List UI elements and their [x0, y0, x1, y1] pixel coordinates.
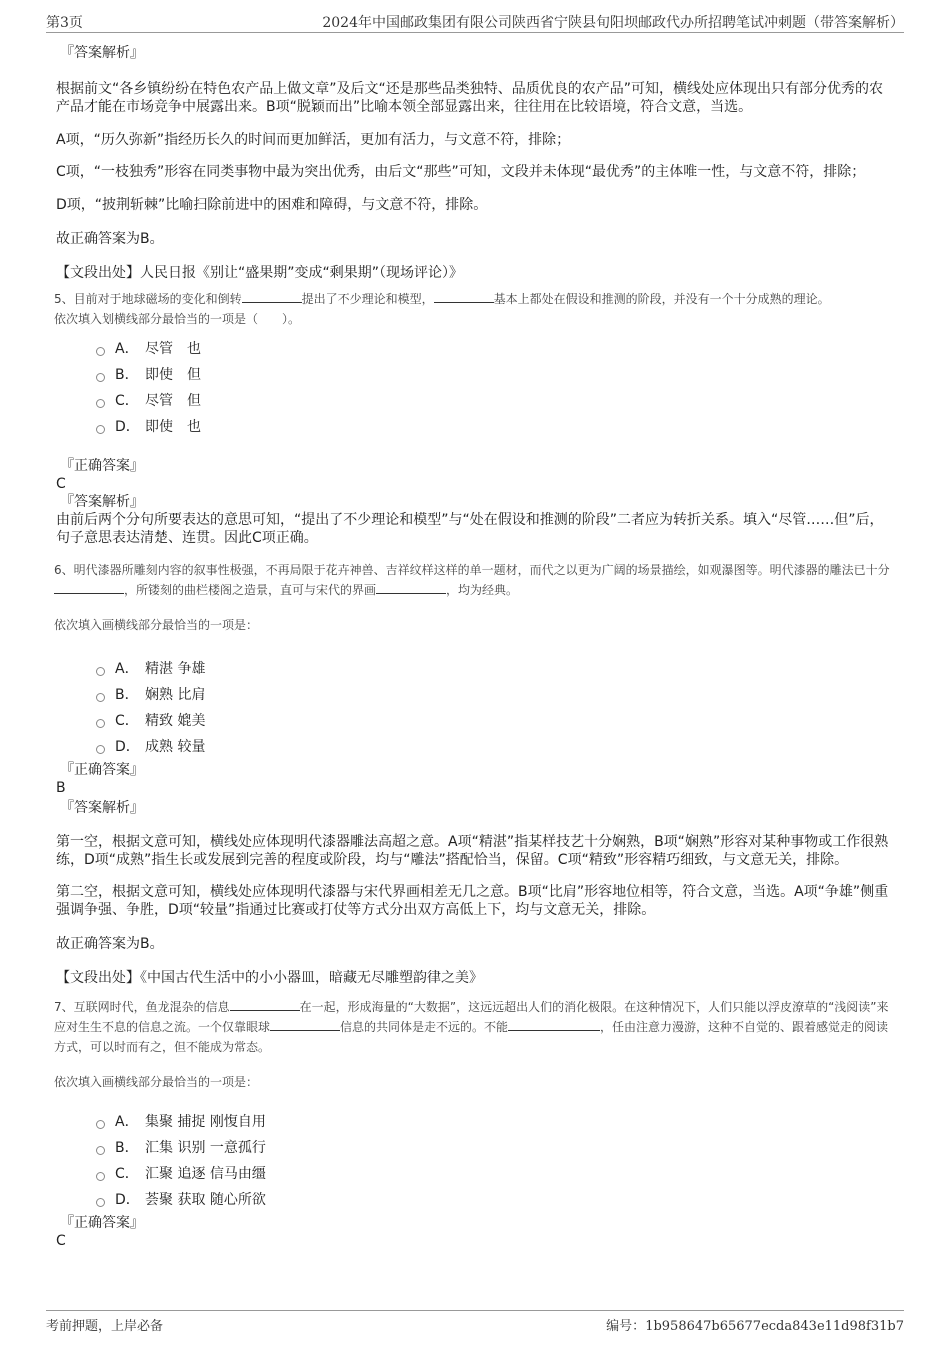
radio-icon[interactable] [96, 693, 105, 702]
q6-conclusion: 故正确答案为B。 [56, 936, 164, 952]
option-letter: D． [115, 739, 140, 755]
option-text: 即使 也 [145, 419, 201, 435]
q5-answer: C [56, 476, 66, 492]
q6-prompt: 依次填入画横线部分最恰当的一项是： [54, 618, 259, 632]
q7-blank-3 [508, 1018, 600, 1031]
radio-icon[interactable] [96, 667, 105, 676]
q5-correct-label: 『正确答案』 [60, 458, 144, 474]
q6-stem-part1: 6、明代漆器所雕刻内容的叙事性极强，不再局限于花卉神兽、吉祥纹样这样的单一题材，而代之以更为广阔的场景描绘，如观瀑图等。明代漆器的雕法已十分 [54, 563, 890, 577]
q6-option-b[interactable] [96, 681, 896, 707]
q5-prompt: 依次填入划横线部分最恰当的一项是（ ）。 [54, 312, 301, 326]
q7-option-a[interactable] [96, 1108, 896, 1134]
radio-icon[interactable] [96, 347, 105, 356]
q6-option-c[interactable] [96, 707, 896, 733]
q5-analysis: 由前后两个分句所要表达的意思可知，“提出了不少理论和模型”与“处在假设和推测的阶段”二者应为转折关系。填入“尽管……但”后，句子意思表达清楚、连贯。因此C项正确。 [56, 512, 884, 546]
option-text: 即使 但 [145, 367, 201, 383]
q6-blank-1 [54, 581, 124, 594]
option-text: 集聚 捕捉 刚愎自用 [145, 1114, 266, 1130]
page-content [56, 44, 896, 1250]
q7-option-d[interactable] [96, 1186, 896, 1212]
q6-source: 【文段出处】《中国古代生活中的小小器皿，暗藏无尽雕塑韵律之美》 [56, 970, 483, 986]
q5-options [96, 335, 896, 439]
q6-analysis-label: 『答案解析』 [60, 800, 144, 816]
q6-option-a[interactable] [96, 655, 896, 681]
q4-analysis-p4: D项，“披荆斩棘”比喻扫除前进中的困难和障碍，与文意不符，排除。 [56, 197, 488, 213]
q4-analysis-label: 『答案解析』 [60, 45, 144, 61]
q5-option-b[interactable] [96, 361, 896, 387]
option-letter: D． [115, 419, 140, 435]
q5-stem [54, 289, 896, 329]
document-code [606, 1315, 904, 1334]
q5-blank-1 [242, 290, 302, 303]
q5-analysis-label: 『答案解析』 [60, 494, 144, 510]
q7-stem-part2: 在一起，形成海量的“大数据”，这远远超出人们的消化极限。在这种情况下，人们只能以浮皮潦草的“浅阅读”来应对生生不息的信息之流。一个仅靠眼球 [54, 1000, 889, 1034]
option-text: 汇聚 追逐 信马由缰 [145, 1166, 266, 1182]
option-letter: A． [115, 661, 139, 677]
option-text: 成熟 较量 [145, 739, 206, 755]
q7-stem-part1: 7、互联网时代，鱼龙混杂的信息 [54, 1000, 230, 1014]
radio-icon[interactable] [96, 1172, 105, 1181]
radio-icon[interactable] [96, 1146, 105, 1155]
q6-stem-part2: ，所镂刻的曲栏楼阁之造景，直可与宋代的界画 [124, 583, 377, 597]
q7-option-b[interactable] [96, 1134, 896, 1160]
q6-answer: B [56, 780, 66, 796]
q7-prompt: 依次填入画横线部分最恰当的一项是： [54, 1075, 259, 1089]
q5-stem-part2: 提出了不少理论和模型， [301, 292, 434, 306]
q6-analysis-p2: 第二空，根据文意可知，横线处应体现明代漆器与宋代界画相差无几之意。B项“比肩”形容地位相等，符合文意，当选。A项“争雄”侧重强调争强、争胜，D项“较量”指通过比赛或打仗等方式分出双方高低上下，均与文意无关，排除。 [56, 884, 889, 918]
q6-stem [54, 560, 896, 600]
q6-analysis-p1: 第一空，根据文意可知，横线处应体现明代漆器雕法高超之意。A项“精湛”指某样技艺十分娴熟，B项“娴熟”形容对某种事物或工作很熟练，D项“成熟”指生长或发展到完善的程度或阶段，均与“雕法”搭配恰当，保留。C项“精致”形容精巧细致，与文意无关，排除。 [56, 834, 889, 868]
q7-stem-part4: ，任由注意力漫游，这种不自觉的、跟着感觉走的阅读方式，可以时而有之，但不能成为常态。 [54, 1020, 889, 1054]
radio-icon[interactable] [96, 399, 105, 408]
q5-blank-2 [434, 290, 494, 303]
q6-blank-2 [376, 581, 446, 594]
radio-icon[interactable] [96, 425, 105, 434]
option-letter: B． [115, 687, 139, 703]
code-label: 编号： [606, 1319, 646, 1334]
code-value: 1b958647b65677ecda843e11d98f31b7 [645, 1319, 904, 1334]
option-text: 尽管 但 [145, 393, 201, 409]
q7-answer: C [56, 1233, 66, 1249]
q4-analysis-p3: C项，“一枝独秀”形容在同类事物中最为突出优秀，由后文“那些”可知，文段并未体现“最优秀”的主体唯一性，与文意不符，排除； [56, 164, 866, 180]
q4-conclusion: 故正确答案为B。 [56, 231, 164, 247]
option-letter: B． [115, 367, 139, 383]
q4-analysis-p1: 根据前文“各乡镇纷纷在特色农产品上做文章”及后文“还是那些品类独特、品质优良的农产品”可知，横线处应体现出只有部分优秀的农产品才能在市场竞争中展露出来。B项“脱颖而出”比喻本领全部显露出来，往往用在比较语境，符合文意，当选。 [56, 81, 884, 115]
page-number: 第3页 [46, 15, 83, 31]
option-letter: C． [115, 393, 139, 409]
q7-stem [54, 997, 896, 1057]
page-header [46, 10, 904, 33]
q6-options [96, 655, 896, 759]
option-text: 尽管 也 [145, 341, 201, 357]
footer-slogan: 考前押题，上岸必备 [46, 1319, 164, 1334]
q7-correct-label: 『正确答案』 [60, 1215, 144, 1231]
document-title: 2024年中国邮政集团有限公司陕西省宁陕县旬阳坝邮政代办所招聘笔试冲刺题（带答案解析） [322, 15, 904, 31]
radio-icon[interactable] [96, 1120, 105, 1129]
option-letter: D． [115, 1192, 140, 1208]
page-footer [46, 1310, 904, 1337]
option-text: 汇集 识别 一意孤行 [145, 1140, 266, 1156]
q4-source: 【文段出处】人民日报《别让“盛果期”变成“剩果期”（现场评论）》 [56, 265, 464, 281]
option-letter: A． [115, 1114, 139, 1130]
q7-options [96, 1108, 896, 1212]
q6-stem-part3: ，均为经典。 [446, 583, 519, 597]
q7-blank-2 [270, 1018, 340, 1031]
option-letter: B． [115, 1140, 139, 1156]
radio-icon[interactable] [96, 1198, 105, 1207]
q5-option-c[interactable] [96, 387, 896, 413]
option-text: 精湛 争雄 [145, 661, 206, 677]
q7-blank-1 [230, 998, 300, 1011]
q5-stem-part1: 5、目前对于地球磁场的变化和倒转 [54, 292, 242, 306]
option-letter: C． [115, 1166, 139, 1182]
q4-analysis-p2: A项，“历久弥新”指经历长久的时间而更加鲜活，更加有活力，与文意不符，排除； [56, 132, 571, 148]
option-text: 娴熟 比肩 [145, 687, 206, 703]
option-text: 精致 媲美 [145, 713, 206, 729]
radio-icon[interactable] [96, 719, 105, 728]
option-text: 荟聚 获取 随心所欲 [145, 1192, 266, 1208]
radio-icon[interactable] [96, 745, 105, 754]
option-letter: C． [115, 713, 139, 729]
q6-option-d[interactable] [96, 733, 896, 759]
radio-icon[interactable] [96, 373, 105, 382]
option-letter: A． [115, 341, 139, 357]
q6-correct-label: 『正确答案』 [60, 762, 144, 778]
q7-option-c[interactable] [96, 1160, 896, 1186]
q7-stem-part3: 信息的共同体是走不远的。不能 [340, 1020, 509, 1034]
q5-stem-part3: 基本上都处在假设和推测的阶段，并没有一个十分成熟的理论。 [493, 292, 830, 306]
q5-option-a[interactable] [96, 335, 896, 361]
q5-option-d[interactable] [96, 413, 896, 439]
